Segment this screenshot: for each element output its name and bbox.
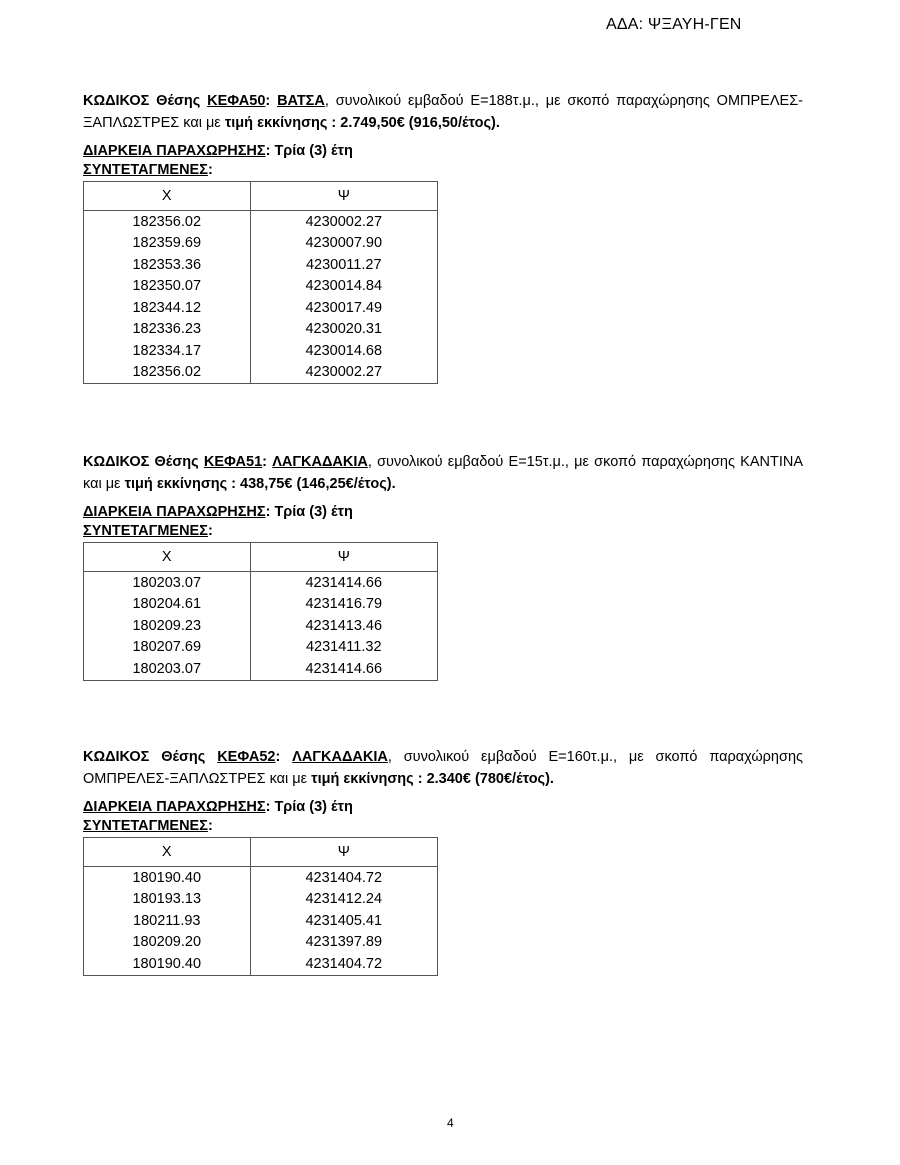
code-colon: :: [265, 93, 271, 109]
coords-heading: [83, 522, 803, 541]
coords-colon: :: [207, 162, 213, 178]
duration-label: ΔΙΑΡΚΕΙΑ ΠΑΡΑΧΩΡΗΣΗΣ: [83, 504, 266, 520]
code-label: ΚΩΔΙΚΟΣ Θέσης: [83, 749, 206, 765]
coords-label: ΣΥΝΤΕΤΑΓΜΕΝΕΣ: [83, 523, 208, 539]
position-section-kefa52: [83, 746, 803, 976]
price-label: τιμή εκκίνησης: [224, 115, 328, 131]
duration-value: : Τρία (3) έτη: [265, 504, 353, 520]
coord-y-cell: 4231416.79: [250, 594, 437, 616]
price-text: : 438,75€ (146,25€/έτος).: [227, 476, 396, 492]
coords-table: [83, 181, 438, 384]
column-header-y: Ψ: [250, 182, 437, 211]
coord-y-cell: 4231414.66: [250, 572, 437, 594]
coords-table: [83, 837, 438, 976]
position-code: ΚΕΦΑ51: [203, 454, 263, 470]
coord-y-cell: 4231412.24: [250, 889, 437, 911]
coord-x-cell: 182334.17: [84, 340, 251, 362]
duration-line: [83, 142, 803, 161]
column-header-x: Χ: [84, 838, 251, 867]
duration-line: [83, 503, 803, 522]
table-row: [84, 615, 438, 637]
coord-y-cell: 4231405.41: [250, 910, 437, 932]
coords-colon: :: [207, 818, 213, 834]
table-row: [84, 254, 438, 276]
table-row: [84, 658, 438, 680]
coord-y-cell: 4230017.49: [250, 297, 437, 319]
duration-value: : Τρία (3) έτη: [265, 799, 353, 815]
coord-x-cell: 180193.13: [84, 889, 251, 911]
duration-line: [83, 798, 803, 817]
coord-y-cell: 4231404.72: [250, 867, 437, 889]
table-row: [84, 953, 438, 975]
duration-label: ΔΙΑΡΚΕΙΑ ΠΑΡΑΧΩΡΗΣΗΣ: [83, 143, 266, 159]
coords-heading: [83, 817, 803, 836]
coord-y-cell: 4231404.72: [250, 953, 437, 975]
coord-x-cell: 182353.36: [84, 254, 251, 276]
coord-y-cell: 4230014.84: [250, 276, 437, 298]
coord-x-cell: 180209.20: [84, 932, 251, 954]
price-label: τιμή εκκίνησης: [311, 771, 414, 787]
coord-x-cell: 182356.02: [84, 362, 251, 384]
position-text: , συνολικού εμβαδού Ε=15τ.μ., με σκοπό παραχώρησης ΚΑΝΤΙΝΑ και με: [83, 454, 804, 492]
table-row: [84, 233, 438, 255]
position-description: [83, 746, 803, 790]
coord-x-cell: 180207.69: [84, 637, 251, 659]
coords-label: ΣΥΝΤΕΤΑΓΜΕΝΕΣ: [83, 162, 208, 178]
coord-y-cell: 4230014.68: [250, 340, 437, 362]
column-header-y: Ψ: [250, 838, 437, 867]
coord-x-cell: 180204.61: [84, 594, 251, 616]
table-row: [84, 572, 438, 594]
coords-heading: [83, 161, 803, 180]
coord-x-cell: 182356.02: [84, 211, 251, 233]
coord-y-cell: 4231397.89: [250, 932, 437, 954]
table-row: [84, 362, 438, 384]
table-row: [84, 637, 438, 659]
code-label: ΚΩΔΙΚΟΣ Θέσης: [83, 93, 201, 109]
column-header-y: Ψ: [250, 543, 437, 572]
position-description: [83, 451, 803, 495]
price-label: τιμή εκκίνησης: [124, 476, 228, 492]
column-header-x: Χ: [84, 543, 251, 572]
coord-y-cell: 4231411.32: [250, 637, 437, 659]
page-number: 4: [447, 1116, 454, 1130]
coord-y-cell: 4230002.27: [250, 362, 437, 384]
code-colon: :: [275, 749, 281, 765]
coord-x-cell: 182336.23: [84, 319, 251, 341]
position-place: ΛΑΓΚΑΔΑΚΙΑ: [292, 749, 388, 765]
position-text: , συνολικού εμβαδού Ε=188τ.μ., με σκοπό παραχώρησης ΟΜΠΡΕΛΕΣ-ΞΑΠΛΩΣΤΡΕΣ και με: [83, 93, 803, 131]
position-code: ΚΕΦΑ50: [207, 93, 266, 109]
coord-x-cell: 180190.40: [84, 867, 251, 889]
coords-colon: :: [207, 523, 213, 539]
table-row: [84, 211, 438, 233]
coord-x-cell: 182350.07: [84, 276, 251, 298]
table-row: [84, 594, 438, 616]
code-label: ΚΩΔΙΚΟΣ Θέσης: [83, 454, 199, 470]
price-text: : 2.749,50€ (916,50/έτος).: [327, 115, 500, 131]
coord-y-cell: 4230007.90: [250, 233, 437, 255]
coord-x-cell: 180203.07: [84, 572, 251, 594]
column-header-x: Χ: [84, 182, 251, 211]
table-row: [84, 932, 438, 954]
coord-y-cell: 4231413.46: [250, 615, 437, 637]
coord-x-cell: 180203.07: [84, 658, 251, 680]
position-place: ΒΑΤΣΑ: [277, 93, 325, 109]
position-place: ΛΑΓΚΑΔΑΚΙΑ: [272, 454, 368, 470]
coord-x-cell: 180211.93: [84, 910, 251, 932]
coord-x-cell: 180190.40: [84, 953, 251, 975]
table-row: [84, 319, 438, 341]
table-row: [84, 276, 438, 298]
table-row: [84, 889, 438, 911]
table-row: [84, 340, 438, 362]
code-colon: :: [262, 454, 267, 470]
coord-x-cell: 182359.69: [84, 233, 251, 255]
coord-y-cell: 4230002.27: [250, 211, 437, 233]
position-section-kefa51: [83, 451, 803, 681]
position-section-kefa50: [83, 90, 803, 384]
duration-value: : Τρία (3) έτη: [265, 143, 353, 159]
position-text: , συνολικού εμβαδού Ε=160τ.μ., με σκοπό παραχώρησης ΟΜΠΡΕΛΕΣ-ΞΑΠΛΩΣΤΡΕΣ και με: [83, 749, 803, 787]
price-text: : 2.340€ (780€/έτος).: [413, 771, 554, 787]
coord-y-cell: 4230011.27: [250, 254, 437, 276]
table-row: [84, 867, 438, 889]
coord-x-cell: 182344.12: [84, 297, 251, 319]
position-code: ΚΕΦΑ52: [217, 749, 276, 765]
coords-label: ΣΥΝΤΕΤΑΓΜΕΝΕΣ: [83, 818, 208, 834]
coord-y-cell: 4230020.31: [250, 319, 437, 341]
table-row: [84, 297, 438, 319]
position-description: [83, 90, 803, 134]
coord-x-cell: 180209.23: [84, 615, 251, 637]
duration-label: ΔΙΑΡΚΕΙΑ ΠΑΡΑΧΩΡΗΣΗΣ: [83, 799, 266, 815]
coords-table: [83, 542, 438, 681]
ada-header: ΑΔΑ: ΨΞΑΥΗ-ΓΕΝ: [606, 16, 742, 33]
table-row: [84, 910, 438, 932]
coord-y-cell: 4231414.66: [250, 658, 437, 680]
